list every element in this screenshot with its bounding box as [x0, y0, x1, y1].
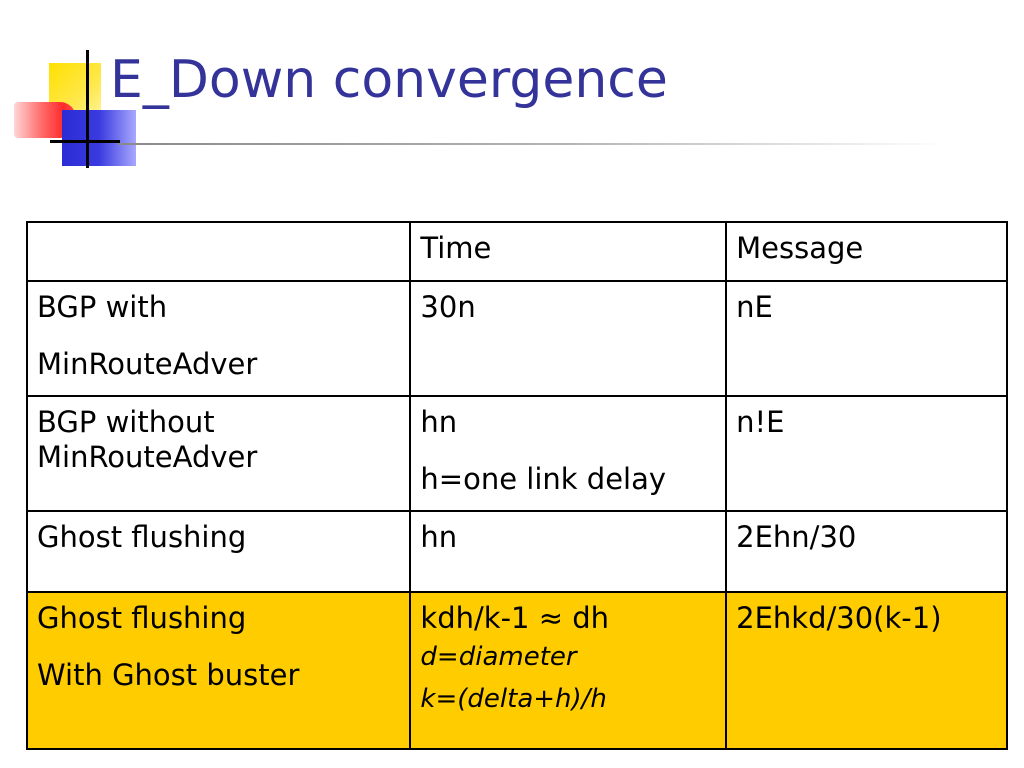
time-cell: [410, 592, 726, 749]
time-note: k=(delta+h)/h: [420, 684, 607, 714]
message-cell: 2Ehn/30: [726, 511, 1007, 592]
title-underline: [118, 143, 948, 145]
message-cell: 2Ehkd/30(k-1): [726, 592, 1007, 749]
page-title: E_Down convergence: [110, 50, 668, 110]
logo-horizontal-line: [50, 140, 120, 143]
time-cell: [410, 281, 726, 396]
protocol-cell: [27, 396, 410, 511]
convergence-table: [26, 221, 1008, 750]
time-line: kdh/k-1 ≈ dh: [420, 601, 610, 635]
table-row: [27, 396, 1007, 511]
time-line: 30n: [420, 290, 476, 324]
protocol-cell: [27, 511, 410, 592]
table-row: [27, 281, 1007, 396]
table-header-row: [27, 222, 1007, 281]
header-cell-message: Message: [726, 222, 1007, 281]
time-line: hn: [420, 405, 458, 439]
message-cell: nE: [726, 281, 1007, 396]
protocol-line: BGP without: [37, 405, 215, 439]
time-cell: [410, 396, 726, 511]
protocol-line: Ghost flushing: [37, 520, 247, 554]
time-line: h=one link delay: [420, 462, 667, 496]
protocol-line: Ghost flushing: [37, 601, 247, 635]
protocol-line: BGP with: [37, 290, 168, 324]
table-row-highlighted: [27, 592, 1007, 749]
header-cell-empty: [27, 222, 410, 281]
protocol-cell: [27, 281, 410, 396]
time-cell: [410, 511, 726, 592]
logo-vertical-line: [86, 50, 89, 168]
message-cell: n!E: [726, 396, 1007, 511]
protocol-cell: [27, 592, 410, 749]
protocol-line: MinRouteAdver: [37, 440, 258, 474]
header-cell-time: Time: [410, 222, 726, 281]
protocol-line: MinRouteAdver: [37, 347, 258, 381]
time-note: d=diameter: [420, 642, 577, 672]
table-row: [27, 511, 1007, 592]
logo-blue-square: [62, 110, 136, 166]
protocol-line: With Ghost buster: [37, 658, 300, 692]
time-line: hn: [420, 520, 458, 554]
